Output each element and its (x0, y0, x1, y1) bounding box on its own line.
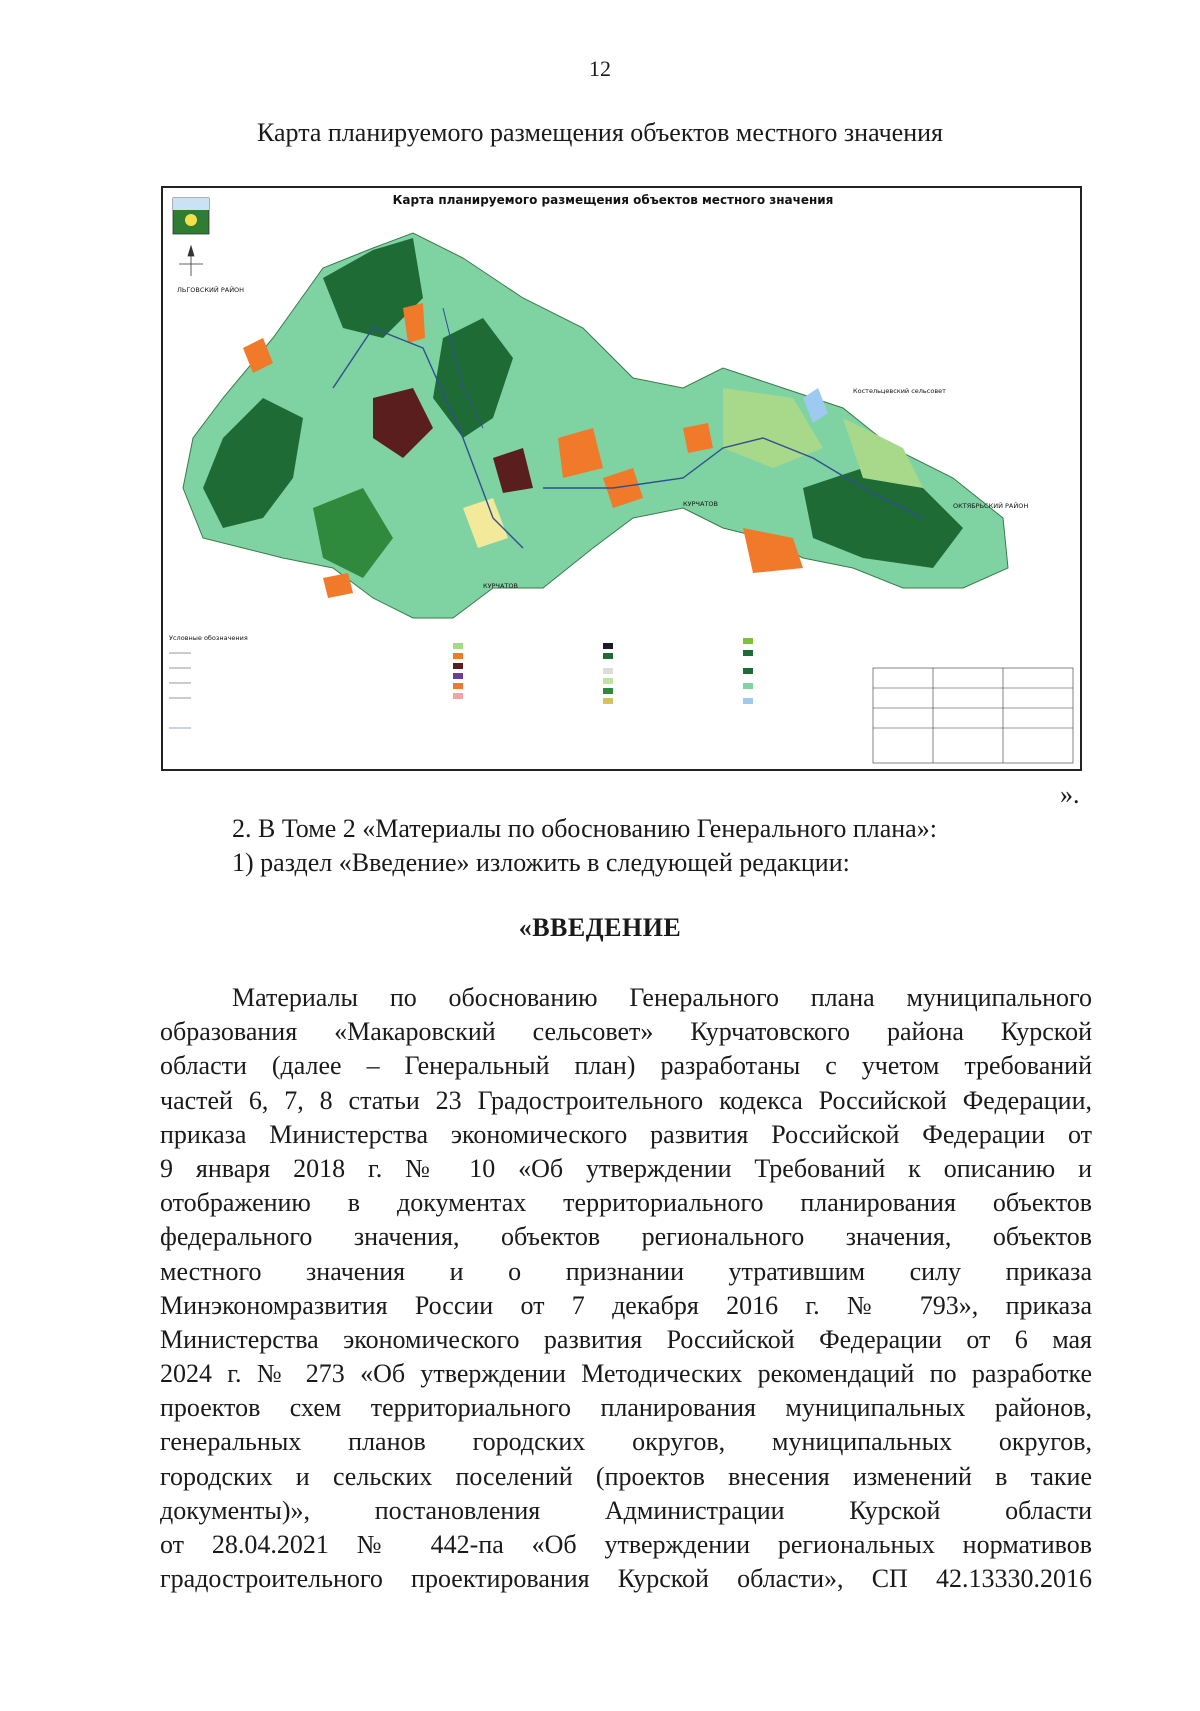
paragraph-line: частей 6, 7, 8 статьи 23 Градостроительного кодекса Российской Федерации, (160, 1085, 1092, 1115)
intro-paragraph (160, 981, 1092, 1596)
planning-map (161, 186, 1082, 771)
label-kurchatov: КУРЧАТОВ (483, 582, 518, 590)
paragraph-line: генеральных планов городских округов, муниципальных округов, (160, 1427, 1092, 1457)
title-block (873, 668, 1073, 763)
label-lgov: ЛЬГОВСКИЙ РАЙОН (177, 286, 245, 294)
page-number: 12 (589, 56, 611, 81)
paragraph-line: Минэкономразвития России от 7 декабря 2016 г. № 793», приказа (160, 1290, 1092, 1320)
paragraph-line: документы)», постановления Администрации Курской области (160, 1495, 1092, 1525)
paragraph-line: образования «Макаровский сельсовет» Курчатовского района Курской (160, 1017, 1092, 1047)
paragraph-line: 2024 г. № 273 «Об утверждении Методических рекомендаций по разработке (160, 1359, 1092, 1389)
closing-quote: ». (1060, 780, 1080, 809)
section-heading: «ВВЕДЕНИЕ (518, 913, 682, 942)
paragraph-line: Материалы по обоснованию Генерального плана муниципального (232, 983, 1092, 1012)
paragraph-line: области (далее – Генеральный план) разработаны с учетом требований (160, 1051, 1092, 1081)
paragraph-line: от 28.04.2021 № 442-па «Об утверждении региональных нормативов (160, 1530, 1092, 1559)
legend-title: Условные обозначения (169, 634, 248, 642)
label-oktyabr: ОКТЯБРЬСКИЙ РАЙОН (953, 502, 1029, 510)
label-kostel: Костельцевский сельсовет (853, 387, 946, 395)
settlement-7 (683, 423, 713, 453)
paragraph-line: Министерства экономического развития Российской Федерации от 6 мая (160, 1324, 1092, 1354)
planning-map-drawing (163, 188, 1080, 769)
paragraph-line: городских и сельских поселений (проектов внесения изменений в такие (160, 1461, 1092, 1491)
paragraph-line: федерального значения, объектов регионального значения, объектов (160, 1222, 1092, 1252)
coat-of-arms-icon (173, 198, 209, 234)
paragraph-line: градостроительного проектирования Курской области», СП 42.13330.2016 (160, 1564, 1092, 1594)
paragraph-line: местного значения и о признании утратившим силу приказа (160, 1256, 1092, 1286)
paragraph-line: отображению в документах территориального планирования объектов (160, 1188, 1092, 1218)
item-2: 2. В Томе 2 «Материалы по обоснованию Генерального плана»: (232, 814, 937, 843)
item-2-1: 1) раздел «Введение» изложить в следующей редакции: (232, 848, 850, 877)
legend-left (169, 653, 191, 728)
paragraph-line: приказа Министерства экономического развития Российской Федерации от (160, 1119, 1092, 1149)
settlement-6 (323, 573, 353, 598)
map-heading: Карта планируемого размещения объектов местного значения (257, 118, 943, 147)
paragraph-line: 9 января 2018 г. № 10 «Об утверждении Требований к описанию и (160, 1153, 1092, 1183)
label-kurchatov-2: КУРЧАТОВ (683, 500, 718, 508)
legend-center (453, 638, 753, 704)
map-caption: Карта планируемого размещения объектов местного значения (392, 193, 834, 207)
paragraph-line: проектов схем территориального планирования муниципальных районов, (160, 1393, 1092, 1423)
north-arrow-icon (179, 246, 203, 276)
